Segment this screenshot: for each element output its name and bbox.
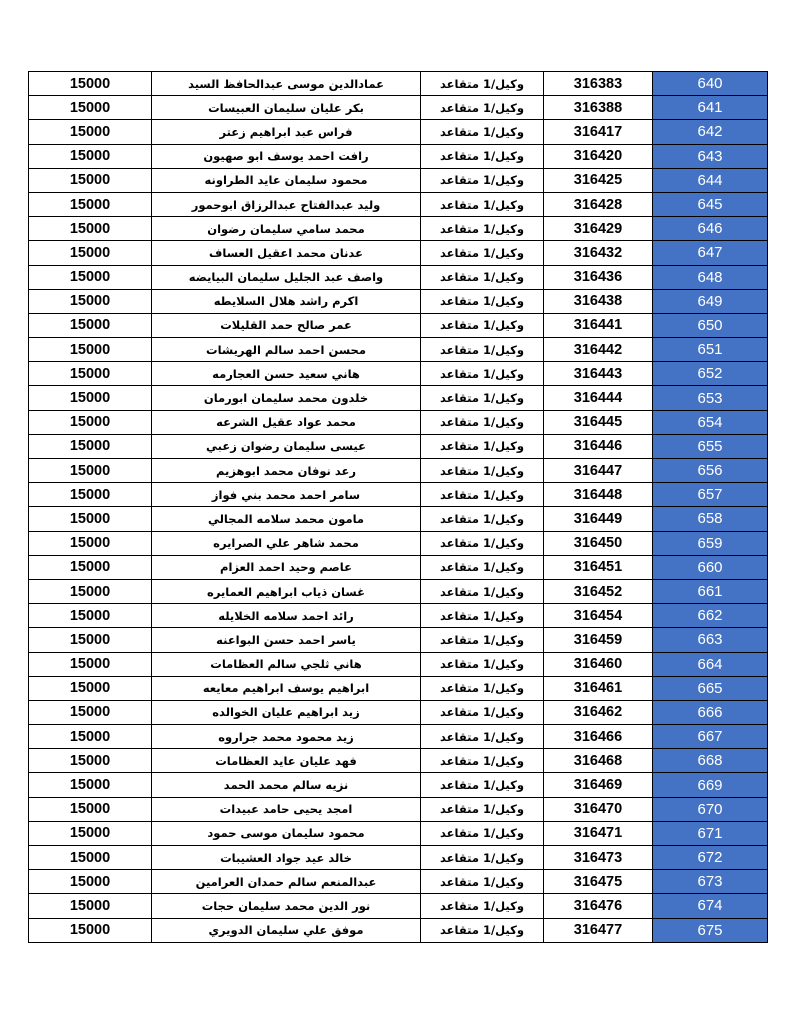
name-cell: غسان ذياب ابراهيم العمايره — [152, 579, 421, 603]
rank-status-cell: وكيل/1 متقاعد — [421, 120, 544, 144]
name-cell: عمر صالح حمد القليلات — [152, 313, 421, 337]
serial-number-cell: 649 — [653, 289, 768, 313]
rank-status-cell: وكيل/1 متقاعد — [421, 434, 544, 458]
table-row — [29, 749, 768, 773]
id-number-cell: 316429 — [544, 217, 653, 241]
amount-cell: 15000 — [29, 821, 152, 845]
rank-status-cell: وكيل/1 متقاعد — [421, 386, 544, 410]
rank-status-cell: وكيل/1 متقاعد — [421, 579, 544, 603]
table-row — [29, 241, 768, 265]
table-row — [29, 821, 768, 845]
rank-status-cell: وكيل/1 متقاعد — [421, 217, 544, 241]
table-row — [29, 96, 768, 120]
name-cell: محمد شاهر علي الصرايره — [152, 531, 421, 555]
id-number-cell: 316469 — [544, 773, 653, 797]
rank-status-cell: وكيل/1 متقاعد — [421, 749, 544, 773]
amount-cell: 15000 — [29, 507, 152, 531]
serial-number-cell: 663 — [653, 628, 768, 652]
name-cell: امجد يحيى حامد عبيدات — [152, 797, 421, 821]
serial-number-cell: 643 — [653, 144, 768, 168]
serial-number-cell: 657 — [653, 483, 768, 507]
amount-cell: 15000 — [29, 628, 152, 652]
id-number-cell: 316448 — [544, 483, 653, 507]
name-cell: زيد محمود محمد جراروه — [152, 725, 421, 749]
name-cell: عبدالمنعم سالم حمدان العرامين — [152, 870, 421, 894]
name-cell: زيد ابراهيم عليان الخوالده — [152, 700, 421, 724]
name-cell: محمد عواد عقيل الشرعه — [152, 410, 421, 434]
table-row — [29, 265, 768, 289]
rank-status-cell: وكيل/1 متقاعد — [421, 894, 544, 918]
rank-status-cell: وكيل/1 متقاعد — [421, 797, 544, 821]
amount-cell: 15000 — [29, 434, 152, 458]
serial-number-cell: 641 — [653, 96, 768, 120]
id-number-cell: 316417 — [544, 120, 653, 144]
table-row — [29, 846, 768, 870]
table-row — [29, 434, 768, 458]
rank-status-cell: وكيل/1 متقاعد — [421, 241, 544, 265]
id-number-cell: 316445 — [544, 410, 653, 434]
amount-cell: 15000 — [29, 72, 152, 96]
rank-status-cell: وكيل/1 متقاعد — [421, 265, 544, 289]
id-number-cell: 316473 — [544, 846, 653, 870]
serial-number-cell: 642 — [653, 120, 768, 144]
id-number-cell: 316446 — [544, 434, 653, 458]
id-number-cell: 316438 — [544, 289, 653, 313]
amount-cell: 15000 — [29, 918, 152, 942]
serial-number-cell: 660 — [653, 555, 768, 579]
name-cell: فهد عليان عايد العظامات — [152, 749, 421, 773]
rank-status-cell: وكيل/1 متقاعد — [421, 192, 544, 216]
serial-number-cell: 656 — [653, 459, 768, 483]
serial-number-cell: 644 — [653, 168, 768, 192]
rank-status-cell: وكيل/1 متقاعد — [421, 362, 544, 386]
table-row — [29, 797, 768, 821]
serial-number-cell: 661 — [653, 579, 768, 603]
rank-status-cell: وكيل/1 متقاعد — [421, 459, 544, 483]
serial-number-cell: 675 — [653, 918, 768, 942]
amount-cell: 15000 — [29, 192, 152, 216]
serial-number-cell: 673 — [653, 870, 768, 894]
amount-cell: 15000 — [29, 362, 152, 386]
serial-number-cell: 647 — [653, 241, 768, 265]
serial-number-cell: 667 — [653, 725, 768, 749]
table-row — [29, 289, 768, 313]
table-row — [29, 725, 768, 749]
serial-number-cell: 654 — [653, 410, 768, 434]
amount-cell: 15000 — [29, 894, 152, 918]
id-number-cell: 316471 — [544, 821, 653, 845]
name-cell: عيسى سليمان رضوان زعبي — [152, 434, 421, 458]
table-row — [29, 773, 768, 797]
rank-status-cell: وكيل/1 متقاعد — [421, 870, 544, 894]
serial-number-cell: 652 — [653, 362, 768, 386]
table-row — [29, 459, 768, 483]
id-number-cell: 316444 — [544, 386, 653, 410]
serial-number-cell: 671 — [653, 821, 768, 845]
amount-cell: 15000 — [29, 96, 152, 120]
name-cell: رعد نوفان محمد ابوهزيم — [152, 459, 421, 483]
amount-cell: 15000 — [29, 144, 152, 168]
table-row — [29, 555, 768, 579]
id-number-cell: 316443 — [544, 362, 653, 386]
id-number-cell: 316383 — [544, 72, 653, 96]
id-number-cell: 316436 — [544, 265, 653, 289]
name-cell: هاني ثلجي سالم العظامات — [152, 652, 421, 676]
id-number-cell: 316477 — [544, 918, 653, 942]
amount-cell: 15000 — [29, 676, 152, 700]
table-row — [29, 72, 768, 96]
table-row — [29, 386, 768, 410]
rank-status-cell: وكيل/1 متقاعد — [421, 821, 544, 845]
id-number-cell: 316425 — [544, 168, 653, 192]
rank-status-cell: وكيل/1 متقاعد — [421, 410, 544, 434]
rank-status-cell: وكيل/1 متقاعد — [421, 846, 544, 870]
name-cell: بكر عليان سليمان العبيسات — [152, 96, 421, 120]
amount-cell: 15000 — [29, 773, 152, 797]
amount-cell: 15000 — [29, 410, 152, 434]
table-row — [29, 217, 768, 241]
table-row — [29, 362, 768, 386]
serial-number-cell: 645 — [653, 192, 768, 216]
id-number-cell: 316447 — [544, 459, 653, 483]
roster-table-body — [29, 72, 768, 943]
serial-number-cell: 658 — [653, 507, 768, 531]
name-cell: محمود سليمان عايد الطراونه — [152, 168, 421, 192]
table-row — [29, 338, 768, 362]
amount-cell: 15000 — [29, 846, 152, 870]
rank-status-cell: وكيل/1 متقاعد — [421, 773, 544, 797]
amount-cell: 15000 — [29, 652, 152, 676]
serial-number-cell: 648 — [653, 265, 768, 289]
rank-status-cell: وكيل/1 متقاعد — [421, 652, 544, 676]
rank-status-cell: وكيل/1 متقاعد — [421, 483, 544, 507]
rank-status-cell: وكيل/1 متقاعد — [421, 628, 544, 652]
amount-cell: 15000 — [29, 241, 152, 265]
id-number-cell: 316388 — [544, 96, 653, 120]
name-cell: واصف عبد الجليل سليمان البيايضه — [152, 265, 421, 289]
table-row — [29, 918, 768, 942]
rank-status-cell: وكيل/1 متقاعد — [421, 555, 544, 579]
name-cell: ابراهيم يوسف ابراهيم معايعه — [152, 676, 421, 700]
serial-number-cell: 653 — [653, 386, 768, 410]
serial-number-cell: 664 — [653, 652, 768, 676]
id-number-cell: 316428 — [544, 192, 653, 216]
amount-cell: 15000 — [29, 797, 152, 821]
table-row — [29, 531, 768, 555]
id-number-cell: 316459 — [544, 628, 653, 652]
name-cell: رافت احمد يوسف ابو صهيون — [152, 144, 421, 168]
name-cell: سامر احمد محمد بني فواز — [152, 483, 421, 507]
amount-cell: 15000 — [29, 870, 152, 894]
id-number-cell: 316450 — [544, 531, 653, 555]
rank-status-cell: وكيل/1 متقاعد — [421, 289, 544, 313]
table-row — [29, 628, 768, 652]
name-cell: ياسر احمد حسن البواعنه — [152, 628, 421, 652]
name-cell: محمد سامي سليمان رضوان — [152, 217, 421, 241]
amount-cell: 15000 — [29, 168, 152, 192]
table-row — [29, 894, 768, 918]
rank-status-cell: وكيل/1 متقاعد — [421, 700, 544, 724]
table-row — [29, 410, 768, 434]
id-number-cell: 316475 — [544, 870, 653, 894]
serial-number-cell: 668 — [653, 749, 768, 773]
table-row — [29, 192, 768, 216]
id-number-cell: 316451 — [544, 555, 653, 579]
amount-cell: 15000 — [29, 120, 152, 144]
name-cell: وليد عبدالفتاح عبدالرزاق ابوحمور — [152, 192, 421, 216]
id-number-cell: 316461 — [544, 676, 653, 700]
table-row — [29, 507, 768, 531]
amount-cell: 15000 — [29, 531, 152, 555]
serial-number-cell: 665 — [653, 676, 768, 700]
table-row — [29, 604, 768, 628]
id-number-cell: 316442 — [544, 338, 653, 362]
rank-status-cell: وكيل/1 متقاعد — [421, 918, 544, 942]
serial-number-cell: 640 — [653, 72, 768, 96]
amount-cell: 15000 — [29, 459, 152, 483]
table-row — [29, 313, 768, 337]
id-number-cell: 316460 — [544, 652, 653, 676]
serial-number-cell: 662 — [653, 604, 768, 628]
serial-number-cell: 670 — [653, 797, 768, 821]
id-number-cell: 316420 — [544, 144, 653, 168]
serial-number-cell: 646 — [653, 217, 768, 241]
amount-cell: 15000 — [29, 338, 152, 362]
name-cell: خالد عيد جواد العشيبات — [152, 846, 421, 870]
name-cell: عمادالدين موسى عبدالحافظ السيد — [152, 72, 421, 96]
id-number-cell: 316470 — [544, 797, 653, 821]
amount-cell: 15000 — [29, 749, 152, 773]
serial-number-cell: 650 — [653, 313, 768, 337]
name-cell: مامون محمد سلامه المجالي — [152, 507, 421, 531]
rank-status-cell: وكيل/1 متقاعد — [421, 338, 544, 362]
rank-status-cell: وكيل/1 متقاعد — [421, 96, 544, 120]
name-cell: موفق علي سليمان الدويري — [152, 918, 421, 942]
roster-table — [28, 71, 768, 943]
amount-cell: 15000 — [29, 313, 152, 337]
id-number-cell: 316462 — [544, 700, 653, 724]
name-cell: فراس عبد ابراهيم زعتر — [152, 120, 421, 144]
rank-status-cell: وكيل/1 متقاعد — [421, 507, 544, 531]
serial-number-cell: 669 — [653, 773, 768, 797]
amount-cell: 15000 — [29, 265, 152, 289]
rank-status-cell: وكيل/1 متقاعد — [421, 144, 544, 168]
id-number-cell: 316454 — [544, 604, 653, 628]
name-cell: رائد احمد سلامه الخلايله — [152, 604, 421, 628]
id-number-cell: 316476 — [544, 894, 653, 918]
rank-status-cell: وكيل/1 متقاعد — [421, 168, 544, 192]
name-cell: اكرم راشد هلال السلايطه — [152, 289, 421, 313]
name-cell: محسن احمد سالم الهريشات — [152, 338, 421, 362]
amount-cell: 15000 — [29, 579, 152, 603]
rank-status-cell: وكيل/1 متقاعد — [421, 313, 544, 337]
serial-number-cell: 655 — [653, 434, 768, 458]
id-number-cell: 316466 — [544, 725, 653, 749]
rank-status-cell: وكيل/1 متقاعد — [421, 725, 544, 749]
amount-cell: 15000 — [29, 386, 152, 410]
table-row — [29, 652, 768, 676]
rank-status-cell: وكيل/1 متقاعد — [421, 676, 544, 700]
id-number-cell: 316468 — [544, 749, 653, 773]
amount-cell: 15000 — [29, 604, 152, 628]
amount-cell: 15000 — [29, 217, 152, 241]
id-number-cell: 316441 — [544, 313, 653, 337]
rank-status-cell: وكيل/1 متقاعد — [421, 604, 544, 628]
amount-cell: 15000 — [29, 700, 152, 724]
id-number-cell: 316432 — [544, 241, 653, 265]
serial-number-cell: 674 — [653, 894, 768, 918]
table-row — [29, 168, 768, 192]
rank-status-cell: وكيل/1 متقاعد — [421, 72, 544, 96]
name-cell: نزيه سالم محمد الحمد — [152, 773, 421, 797]
table-row — [29, 676, 768, 700]
serial-number-cell: 659 — [653, 531, 768, 555]
amount-cell: 15000 — [29, 483, 152, 507]
amount-cell: 15000 — [29, 289, 152, 313]
table-row — [29, 579, 768, 603]
name-cell: عاصم وحيد احمد العزام — [152, 555, 421, 579]
name-cell: عدنان محمد اعقيل العساف — [152, 241, 421, 265]
serial-number-cell: 666 — [653, 700, 768, 724]
table-row — [29, 700, 768, 724]
amount-cell: 15000 — [29, 725, 152, 749]
serial-number-cell: 672 — [653, 846, 768, 870]
name-cell: محمود سليمان موسى حمود — [152, 821, 421, 845]
name-cell: نور الدين محمد سليمان حجات — [152, 894, 421, 918]
name-cell: هاني سعيد حسن العجارمه — [152, 362, 421, 386]
serial-number-cell: 651 — [653, 338, 768, 362]
rank-status-cell: وكيل/1 متقاعد — [421, 531, 544, 555]
name-cell: خلدون محمد سليمان ابورمان — [152, 386, 421, 410]
table-row — [29, 120, 768, 144]
table-row — [29, 144, 768, 168]
table-row — [29, 483, 768, 507]
amount-cell: 15000 — [29, 555, 152, 579]
id-number-cell: 316449 — [544, 507, 653, 531]
table-row — [29, 870, 768, 894]
id-number-cell: 316452 — [544, 579, 653, 603]
